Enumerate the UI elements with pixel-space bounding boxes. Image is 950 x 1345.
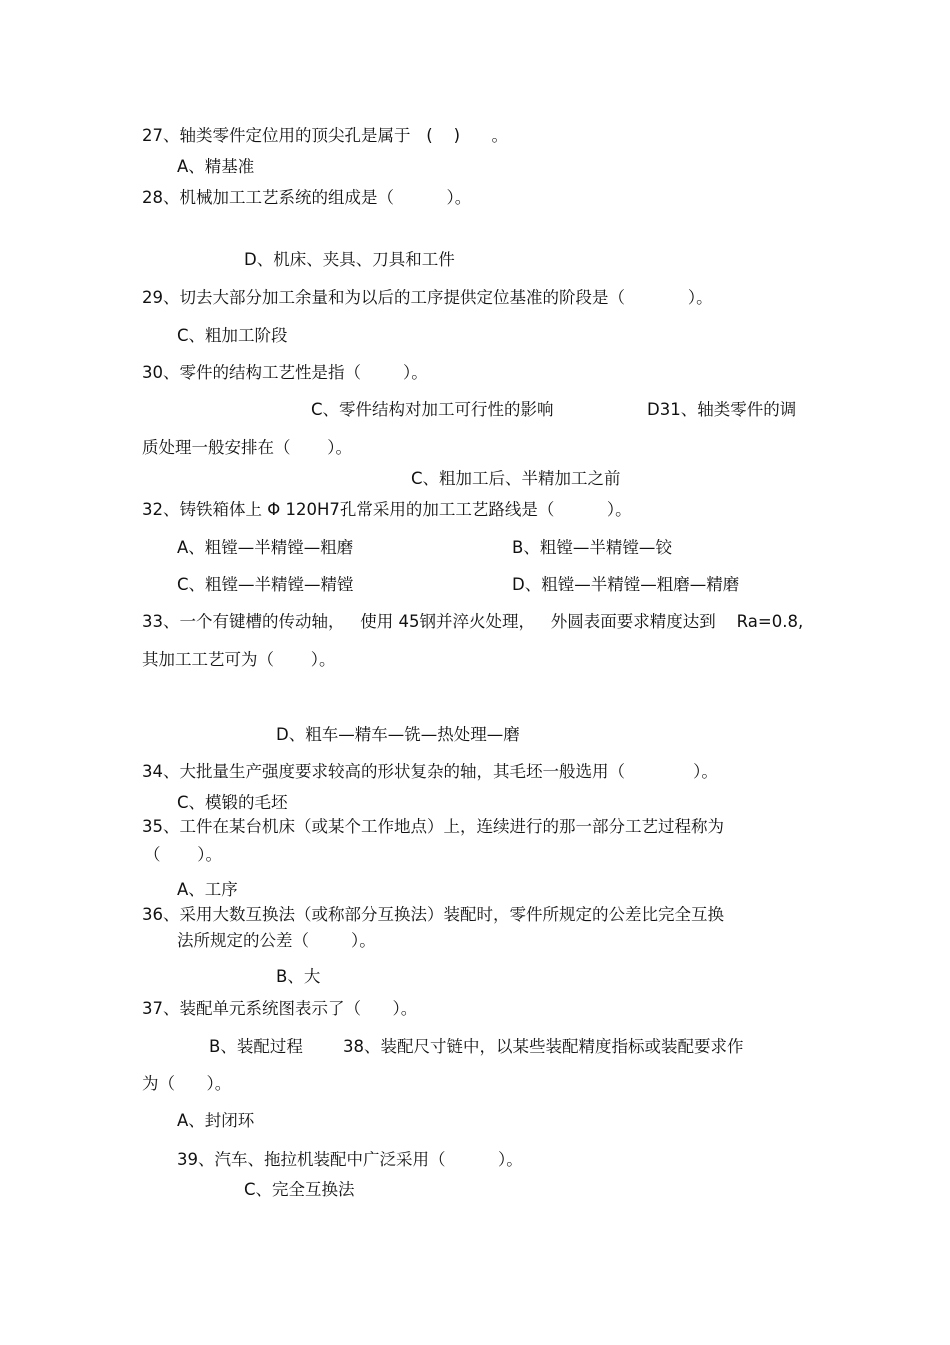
question-27: 27、轴类零件定位用的顶尖孔是属于 ( ) 。 bbox=[142, 126, 509, 145]
question-36-cont: 法所规定的公差（ ）。 bbox=[177, 931, 376, 950]
question-28: 28、机械加工工艺系统的组成是（ ）。 bbox=[142, 188, 472, 207]
question-34: 34、大批量生产强度要求较高的形状复杂的轴，其毛坯一般选用（ ）。 bbox=[142, 762, 718, 781]
answer-37: B、装配过程 bbox=[209, 1037, 303, 1056]
answer-29: C、粗加工阶段 bbox=[177, 326, 288, 345]
answer-34: C、模锻的毛坯 bbox=[177, 793, 288, 812]
question-35: 35、工件在某台机床（或某个工作地点）上，连续进行的那一部分工艺过程称为 bbox=[142, 817, 724, 836]
question-30: 30、零件的结构工艺性是指（ ）。 bbox=[142, 363, 428, 382]
question-36: 36、采用大数互换法（或称部分互换法）装配时，零件所规定的公差比完全互换 bbox=[142, 905, 724, 924]
question-38-cont: 为（ ）。 bbox=[142, 1074, 232, 1093]
option-32-a: A、粗镗—半精镗—粗磨 bbox=[177, 538, 354, 557]
answer-38: A、封闭环 bbox=[177, 1111, 255, 1130]
answer-27: A、精基准 bbox=[177, 157, 255, 176]
question-31-start: D31、轴类零件的调 bbox=[647, 400, 797, 419]
answer-39: C、完全互换法 bbox=[244, 1180, 355, 1199]
question-32: 32、铸铁箱体上 Φ 120H7孔常采用的加工工艺路线是（ ）。 bbox=[142, 500, 632, 519]
option-32-c: C、粗镗—半精镗—精镗 bbox=[177, 575, 354, 594]
answer-28: D、机床、夹具、刀具和工件 bbox=[244, 250, 455, 269]
option-32-d: D、粗镗—半精镗—粗磨—精磨 bbox=[512, 575, 740, 594]
question-33-cont: 其加工工艺可为（ ）。 bbox=[142, 650, 336, 669]
question-33: 33、一个有键槽的传动轴， 使用 45钢并淬火处理， 外圆表面要求精度达到 Ra=0.8, bbox=[142, 612, 804, 631]
question-31-end: 质处理一般安排在（ ）。 bbox=[142, 438, 352, 457]
option-32-b: B、粗镗—半精镗—铰 bbox=[512, 538, 672, 557]
question-37: 37、装配单元系统图表示了（ ）。 bbox=[142, 999, 418, 1018]
answer-36: B、大 bbox=[276, 967, 321, 986]
question-39: 39、汽车、拖拉机装配中广泛采用（ ）。 bbox=[177, 1150, 523, 1169]
question-29: 29、切去大部分加工余量和为以后的工序提供定位基准的阶段是（ ）。 bbox=[142, 288, 713, 307]
answer-30: C、零件结构对加工可行性的影响 bbox=[311, 400, 554, 419]
answer-31: C、粗加工后、半精加工之前 bbox=[411, 469, 621, 488]
question-38: 38、装配尺寸链中，以某些装配精度指标或装配要求作 bbox=[343, 1037, 744, 1056]
answer-35: A、工序 bbox=[177, 880, 238, 899]
answer-33: D、粗车—精车—铣—热处理—磨 bbox=[276, 725, 520, 744]
question-35-cont: （ ）。 bbox=[144, 845, 222, 864]
